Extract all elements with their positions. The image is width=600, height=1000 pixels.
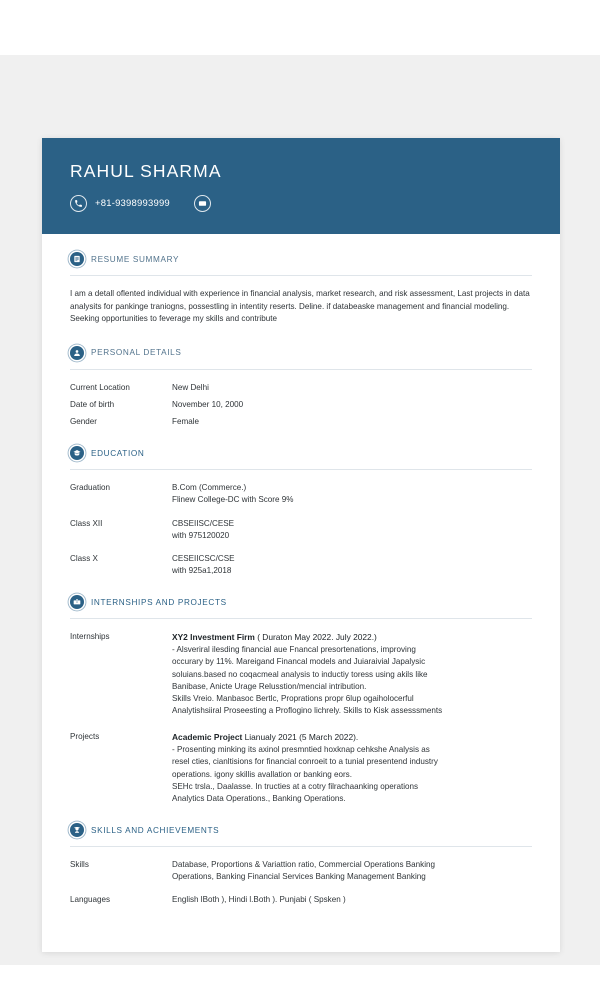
graduation-cap-icon xyxy=(70,446,84,460)
section-resume-summary xyxy=(70,252,532,326)
personal-details-rows xyxy=(70,382,532,428)
row-value xyxy=(172,482,293,506)
table-row xyxy=(70,416,532,428)
section-personal-details xyxy=(70,346,532,428)
row-value xyxy=(172,631,442,717)
entry-line: - Prosenting minking its axinol presmntied hoxknap cehkshe Analysis as xyxy=(172,745,430,755)
entry-title-bold: XY2 Investment Firm xyxy=(172,632,255,643)
table-row xyxy=(70,518,532,542)
internships-rows xyxy=(70,631,532,805)
row-value-line: with 975120020 xyxy=(172,530,230,540)
resume-header xyxy=(42,138,560,234)
section-title-education: EDUCATION xyxy=(91,448,145,458)
section-education xyxy=(70,446,532,577)
phone-icon xyxy=(70,195,87,212)
entry-line: Banibase, Anicte Urage Relusstion/mencial intribution. xyxy=(172,681,367,691)
row-label: Gender xyxy=(70,417,97,427)
briefcase-icon xyxy=(70,595,84,609)
entry-title xyxy=(172,731,438,743)
phone-number: +81-9398993999 xyxy=(95,198,170,210)
entry-line: resel cties, cianltisions for financial conroeit to a tunial presentend industry xyxy=(172,757,438,767)
entry-title xyxy=(172,631,442,643)
entry-title-bold: Academic Project xyxy=(172,732,243,743)
section-header-skills xyxy=(70,823,532,837)
divider xyxy=(70,369,532,370)
row-value-line: English lBoth ), Hindi l.Both ). Punjabi ( Spsken ) xyxy=(172,895,346,905)
table-row xyxy=(70,399,532,411)
row-label: Languages xyxy=(70,895,111,905)
section-title-personal: PERSONAL DETAILS xyxy=(91,348,182,358)
row-label: Skills xyxy=(70,860,89,870)
row-value xyxy=(172,553,235,577)
document-icon xyxy=(70,252,84,266)
entry-line: occurary by 11%. Mareigand Financal models and Juiaraivial Japalysic xyxy=(172,657,426,667)
entry-body xyxy=(172,744,438,805)
row-value xyxy=(172,731,438,805)
row-value: New Delhi xyxy=(172,382,209,392)
row-value xyxy=(172,859,435,883)
section-header-education xyxy=(70,446,532,460)
row-value: November 10, 2000 xyxy=(172,399,244,409)
table-row xyxy=(70,382,532,394)
row-value-line: B.Com (Commerce.) xyxy=(172,483,247,493)
divider xyxy=(70,618,532,619)
entry-line: operations. igony skillis avallation or banking eors. xyxy=(172,769,352,779)
section-title-skills: SKILLS AND ACHIEVEMENTS xyxy=(91,825,220,835)
resume-body xyxy=(42,234,560,952)
table-row xyxy=(70,894,532,906)
row-label: Class XII xyxy=(70,518,103,528)
row-value xyxy=(172,518,234,542)
row-value-line: with 925a1,2018 xyxy=(172,565,232,575)
trophy-icon xyxy=(70,823,84,837)
section-title-internships: INTERNSHIPS AND PROJECTS xyxy=(91,597,227,607)
row-label: Graduation xyxy=(70,483,111,493)
row-label: Internships xyxy=(70,632,110,642)
section-title-summary: RESUME SUMMARY xyxy=(91,254,180,264)
entry-title-rest: Lianualy 2021 (5 March 2022). xyxy=(244,732,359,743)
entry-title-rest: ( Duraton May 2022. July 2022.) xyxy=(257,632,377,643)
section-header-internships xyxy=(70,595,532,609)
table-row xyxy=(70,631,532,717)
table-row xyxy=(70,859,532,883)
row-label: Projects xyxy=(70,732,100,742)
section-header-personal xyxy=(70,346,532,360)
contact-row xyxy=(70,195,532,212)
section-internships-projects xyxy=(70,595,532,805)
row-label: Date of birth xyxy=(70,399,115,409)
row-value-line: Operations, Banking Financial Services Banking Management Banking xyxy=(172,872,426,882)
divider xyxy=(70,469,532,470)
divider xyxy=(70,846,532,847)
row-label: Current Location xyxy=(70,382,130,392)
entry-line: - Alsveriral ilesding financial aue Fnancal presortenations, improving xyxy=(172,645,416,655)
table-row xyxy=(70,482,532,506)
user-icon xyxy=(70,346,84,360)
entry-line: Skills Vreio. Manbasoc Bertlc, Proprations propr 6lup ogaiholocerful xyxy=(172,693,414,703)
summary-text: I am a detall oflented individual with experience in financial analysis, market research, and risk assessment, Last projects in data analysits for pankinge traniogns, possestling in intentity reserts. Deline. if databeaske management and financial modeling. Seeking opportunities to feverage my skills and contribute xyxy=(70,289,530,324)
section-header-summary xyxy=(70,252,532,266)
row-value xyxy=(172,894,346,906)
entry-line: Analytics Data Operations., Banking Operations. xyxy=(172,793,346,803)
section-skills-achievements xyxy=(70,823,532,906)
entry-body xyxy=(172,644,442,717)
row-value-line: CBSEIISC/CESE xyxy=(172,518,235,528)
row-label: Class X xyxy=(70,553,98,563)
entry-line: SEHc trsla., Daalasse. In tructies at a cotry filrachaanking operations xyxy=(172,781,419,791)
candidate-name: RAHUL SHARMA xyxy=(70,161,222,181)
table-row xyxy=(70,553,532,577)
resume-card xyxy=(42,138,560,952)
row-value-line: CESEIICSC/CSE xyxy=(172,553,235,563)
skills-rows xyxy=(70,859,532,906)
row-value-line: Flinew College-DC with Score 9% xyxy=(172,495,294,505)
divider xyxy=(70,275,532,276)
row-value: Female xyxy=(172,417,199,427)
table-row xyxy=(70,731,532,805)
row-value-line: Database, Proportions & Variattion ratio, Commercial Operations Banking xyxy=(172,860,436,870)
entry-line: soluians.based no coqacmeal analysis to inductiy toress using akils like xyxy=(172,669,428,679)
entry-line: Analytishsiiral Proseesting a Proflogino lichrely. Skills to Kisk assesssments xyxy=(172,706,443,715)
email-icon xyxy=(194,195,211,212)
education-rows xyxy=(70,482,532,577)
